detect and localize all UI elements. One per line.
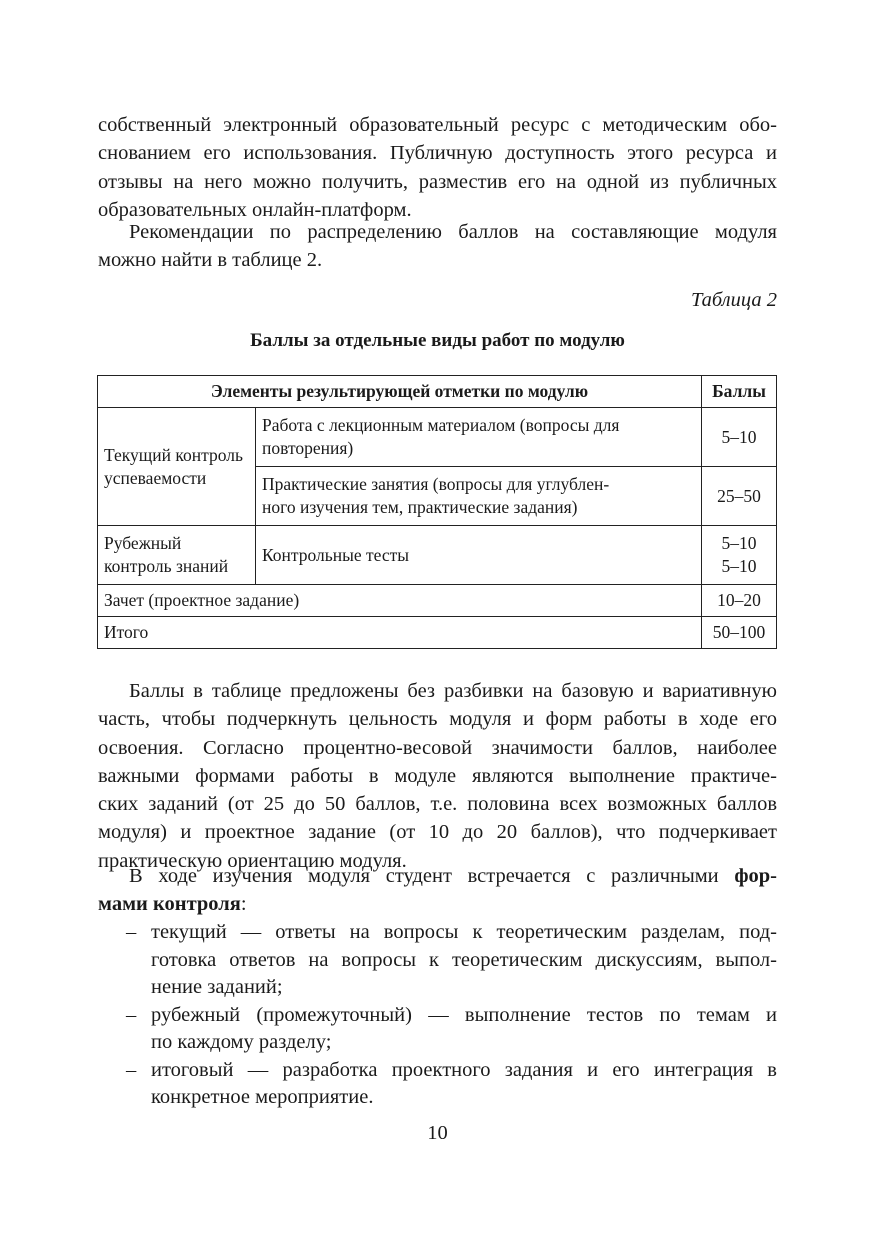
text-line: конкретное мероприятие. (151, 1086, 374, 1108)
text-line: текущий — ответы на вопросы к теоретическим разделам, под- (151, 921, 777, 943)
text-line: образовательных онлайн-платформ. (98, 198, 412, 221)
text-line: Рекомендации по распределению баллов на составляющие модуля (129, 221, 777, 243)
text-line: важными формами работы в модуле являются выполнение практиче- (98, 764, 777, 787)
page-number: 10 (427, 1122, 448, 1144)
cell-line: ного изучения тем, практические задания) (262, 497, 578, 517)
bold-term: фор- (734, 865, 778, 887)
text-line: часть, чтобы подчеркнуть цельность модуля и форм работы в ходе его (98, 708, 777, 731)
list-item (98, 1057, 777, 1112)
list-item (98, 919, 777, 1002)
text-run: : (240, 893, 247, 916)
text-line: по каждому разделу; (151, 1031, 332, 1053)
table-caption: Таблица 2 (690, 289, 777, 311)
practical-work-cell (256, 467, 702, 526)
table-header-row (98, 376, 777, 408)
current-control-label: Текущий контроль успеваемости (98, 408, 256, 526)
text-line: отзывы на него можно получить, разместив его на одной из публичных (98, 170, 777, 193)
table-row (98, 408, 777, 467)
text-line: практическую ориентацию модуля. (98, 849, 407, 872)
dash-bullet: – (126, 921, 137, 943)
credit-points: 10–20 (702, 585, 777, 617)
text-line: модуля) и проектное задание (от 10 до 20 баллов), что подчеркивает (98, 821, 777, 844)
control-tests-points (702, 526, 777, 585)
total-cell: Итого (98, 617, 702, 649)
milestone-control-label: Рубежный контроль знаний (98, 526, 256, 585)
total-points: 50–100 (702, 617, 777, 649)
paragraph-analysis (98, 677, 777, 875)
text-run: В ходе изучения модуля студент встречается с различными (129, 865, 719, 887)
text-line: готовка ответов на вопросы к теоретическим дискуссиям, выпол- (151, 948, 777, 971)
practical-work-points: 25–50 (702, 467, 777, 526)
credit-cell: Зачет (проектное задание) (98, 585, 702, 617)
text-line: собственный электронный образовательный ресурс с методическим обо- (98, 114, 777, 136)
dash-bullet: – (126, 1003, 137, 1026)
dash-bullet: – (126, 1058, 137, 1081)
list-item (98, 1002, 777, 1057)
control-tests-cell: Контрольные тесты (256, 526, 702, 585)
control-forms-list (98, 919, 777, 1112)
paragraph-recommendations (98, 218, 777, 275)
text-line: освоения. Согласно процентно-весовой значимости баллов, наиболее (98, 736, 777, 759)
header-elements: Элементы результирующей отметки по модулю (98, 376, 702, 408)
points-line: 5–10 (721, 556, 757, 576)
lecture-work-cell: Работа с лекционным материалом (вопросы для повторения) (256, 408, 702, 467)
paragraph-intro (98, 111, 777, 224)
text-line: ских заданий (от 25 до 50 баллов, т.е. половина всех возможных баллов (98, 793, 777, 816)
text-line (98, 862, 777, 890)
points-line: 5–10 (721, 533, 757, 553)
text-line: нение заданий; (151, 976, 283, 998)
text-line: Баллы в таблице предложены без разбивки на базовую и вариативную (129, 680, 777, 702)
bold-term: мами контроля (98, 893, 241, 916)
table-row (98, 585, 777, 617)
text-line (98, 890, 777, 918)
text-line: итоговый — разработка проектного задания и его интеграция в (151, 1058, 777, 1081)
table-row (98, 617, 777, 649)
table-row (98, 526, 777, 585)
scores-table (97, 375, 777, 649)
text-line: можно найти в таблице 2. (98, 249, 323, 272)
table-title: Баллы за отдельные виды работ по модулю (250, 330, 625, 351)
header-points: Баллы (702, 376, 777, 408)
text-line: рубежный (промежуточный) — выполнение тестов по темам и (151, 1003, 777, 1026)
cell-line: Практические занятия (вопросы для углублен- (262, 474, 610, 494)
lecture-work-points: 5–10 (702, 408, 777, 467)
text-line: снованием его использования. Публичную доступность этого ресурса и (98, 142, 777, 165)
paragraph-control-forms (98, 862, 777, 919)
